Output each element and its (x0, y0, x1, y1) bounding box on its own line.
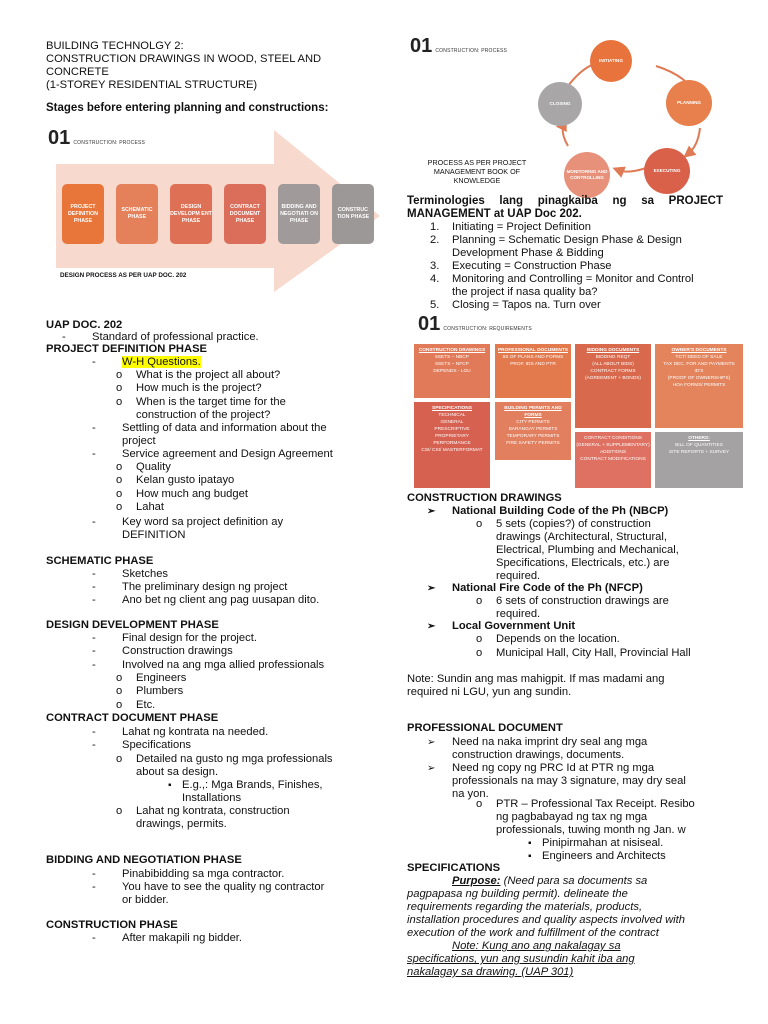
bullet-item: - Ano bet ng client ang pag uusapan dito. (122, 594, 319, 607)
term-item (430, 273, 722, 286)
requirement-cell-line: BIDDING REQT (595, 355, 631, 360)
bullet-item-cont: project (122, 435, 156, 447)
requirement-cell-line: BARANGAY PERMITS (508, 427, 558, 432)
requirement-cell-line: CSI/ CSI/ MASTERFORMAT (421, 448, 483, 453)
term-text: Executing = Construction Phase (452, 260, 612, 272)
stages-subtitle: Stages before entering planning and constructions: (46, 102, 329, 114)
figure2-caption-line2: MANAGEMENT BOOK OF (433, 167, 521, 176)
requirement-cell-line: HOA FORMS/ PERMITS (672, 383, 726, 388)
sub-item: o Lahat (136, 501, 164, 514)
requirement-cell-heading: OWNER'S DOCUMENTS (671, 348, 727, 353)
bullet-item: - Service agreement and Design Agreement (122, 448, 333, 461)
nbcp-line: Electrical, Plumbing and Mechanical, (496, 544, 679, 556)
node-executing: EXECUTING (644, 148, 690, 194)
figure1-tag: CONSTRUCTION: PROCESS (73, 140, 146, 146)
bullet-item: - Final design for the project. (122, 632, 257, 645)
term-number: 2. (430, 234, 440, 246)
nbcp-line: Specifications, Electricals, etc.) are (496, 557, 670, 569)
project-definition-title: PROJECT DEFINITION PHASE (46, 343, 207, 355)
requirement-cell-heading: SPECIFICATIONS (432, 406, 472, 411)
phase-box: SCHEMATIC PHASE (116, 184, 158, 244)
ptr-line: o PTR – Professional Tax Receipt. Resibo (496, 798, 695, 811)
sub-item: o Kelan gusto ipatayo (136, 474, 234, 487)
question-item-cont: construction of the project? (136, 409, 271, 421)
lgu-line: o Municipal Hall, City Hall, Provincial Hall (496, 647, 691, 660)
terminologies-title (407, 195, 723, 221)
sub-item-cont: about sa design. (136, 766, 219, 778)
purpose-line: requirements regarding the materials, products, (407, 901, 643, 913)
figure3-label (418, 313, 532, 336)
phase-box: CONSTRUC TION PHASE (332, 184, 374, 244)
sub-item: o Engineers (136, 672, 186, 685)
figure3-number: 01 (418, 313, 441, 335)
requirement-cell (655, 432, 743, 488)
design-process-figure (46, 128, 382, 295)
bullet-item: - After makapili ng bidder. (122, 932, 242, 945)
requirement-cell-line: 5S OF PLANS AND FORMS (502, 355, 564, 360)
requirement-cell-heading: BIDDING DOCUMENTS (586, 348, 640, 353)
purpose-line1 (452, 875, 647, 888)
requirement-cell-line: (ALL ABOUT BIDS) (592, 362, 634, 367)
requirement-cell-line: 5SETS – NBCP (435, 355, 469, 360)
terminologies-list (430, 221, 722, 312)
term-item-continued (452, 247, 722, 260)
requirement-cell (655, 344, 743, 428)
requirement-cell-line: GENERAL (440, 420, 464, 425)
term-number: 4. (430, 273, 440, 285)
node-monitoring: MONITORING AND CONTROLLING (564, 152, 610, 198)
question-item: o When is the target time for the (136, 396, 286, 409)
purpose-label: Purpose: (452, 875, 501, 887)
requirement-cell-line: SITE REPORTS + SURVEY (668, 450, 730, 455)
lgu-heading: ➢ Local Government Unit (452, 620, 575, 633)
prof-doc-item-cont: professionals na may 3 signature, may dry seal (452, 775, 686, 787)
document-header (46, 40, 321, 92)
sub-item: o Detailed na gusto ng mga professionals (136, 753, 333, 766)
bullet-item-cont: DEFINITION (122, 529, 186, 541)
prof-doc-item-cont: na yon. (452, 788, 489, 800)
nbcp-line: required. (496, 570, 541, 582)
term-item (430, 221, 722, 234)
requirement-cell (414, 344, 490, 398)
bullet-item: - Pinabibidding sa mga contractor. (122, 868, 284, 881)
ptr-sub-item: ▪ Engineers and Architects (542, 850, 666, 863)
specifications-title: SPECIFICATIONS (407, 862, 501, 874)
nbcp-line: o 5 sets (copies?) of construction (496, 518, 651, 531)
requirement-cell-line: ADDITIONS (599, 450, 627, 455)
figure1-caption: DESIGN PROCESS AS PER UAP DOC. 202 (60, 272, 187, 279)
schematic-title: SCHEMATIC PHASE (46, 555, 154, 567)
figure3-tag: CONSTRUCTION: REQUIREMENTS (443, 326, 532, 332)
requirement-cell-line: TECHNICAL (438, 413, 466, 418)
spec-note-line: specifications, yun ang susundin kahit iba ang (407, 953, 635, 965)
header-line4: (1-STOREY RESIDENTIAL STRUCTURE) (46, 79, 258, 91)
sub-item: o Quality (136, 461, 171, 474)
requirement-cell-line: PROPRIETARY (435, 434, 469, 439)
spec-note-line: Note: Kung ano ang nakalagay sa (452, 940, 621, 952)
requirement-cell-line: (PROOF OF OWNERSHIPS) (667, 376, 731, 381)
requirement-cell (414, 402, 490, 488)
purpose-text: (Need para sa documents sa (503, 875, 648, 887)
nfcp-line: required. (496, 608, 541, 620)
nbcp-line: drawings (Architectural, Structural, (496, 531, 667, 543)
sub-item: o Plumbers (136, 685, 183, 698)
contract-title: CONTRACT DOCUMENT PHASE (46, 712, 219, 724)
bullet-item: - Lahat ng kontrata na needed. (122, 726, 268, 739)
phase-box: DESIGN DEVELOPM ENT PHASE (170, 184, 212, 244)
requirement-cell-line: TCT/ DEED OF SALE (675, 355, 723, 360)
construction-phase-title: CONSTRUCTION PHASE (46, 919, 178, 931)
bidding-title: BIDDING AND NEGOTIATION PHASE (46, 854, 242, 866)
bullet-item: - The preliminary design ng project (122, 581, 287, 594)
bullet-item: - Specifications (122, 739, 191, 752)
requirement-cell (495, 402, 571, 460)
question-item: o How much is the project? (136, 382, 262, 395)
uap-title: UAP DOC. 202 (46, 319, 123, 331)
phase-box: PROJECT DEFINITION PHASE (62, 184, 104, 244)
requirement-cell-heading: BUILDING PERMITS AND FORMS (504, 406, 562, 418)
wh-questions (122, 356, 201, 369)
terminologies-title-line1: Terminologies lang pinagkaiba ng sa PROJECT (407, 195, 723, 207)
bullet-item: - Settling of data and information about the (122, 422, 327, 435)
phase-box: CONTRACT DOCUMENT PHASE (224, 184, 266, 244)
figure1-label (48, 127, 146, 150)
requirement-cell-line: DEPENDS - LGU (433, 369, 471, 374)
purpose-line: execution of the work and fulfillment of the contract (407, 927, 659, 939)
requirement-cell-line: PERFORMANCE (433, 441, 471, 446)
drawings-note-line2: required ni LGU, yun ang sundin. (407, 686, 572, 698)
sub-item: o Etc. (136, 699, 155, 712)
term-item-continued (452, 286, 722, 299)
bullet-item: - Involved na ang mga allied professionals (122, 659, 324, 672)
terminologies-title-line2: MANAGEMENT at UAP Doc 202. (407, 208, 582, 220)
bullet-item: - Construction drawings (122, 645, 233, 658)
nfcp-line: o 6 sets of construction drawings are (496, 595, 669, 608)
figure1-number: 01 (48, 127, 71, 149)
example-item: ▪ E.g.,: Mga Brands, Finishes, (182, 779, 323, 792)
figure2-caption-line1: PROCESS AS PER PROJECT (427, 158, 527, 167)
nbcp-heading: ➢ National Building Code of the Ph (NBCP) (452, 505, 668, 518)
term-item (430, 260, 722, 273)
term-text: the project if nasa quality ba? (452, 286, 598, 298)
requirement-cell-line: (AGREEMENT + BONDS) (584, 376, 642, 381)
figure2-label (410, 35, 508, 58)
requirement-cell (495, 344, 571, 398)
sub-item: o Lahat ng kontrata, construction (136, 805, 290, 818)
ptr-sub-item: ▪ Pinipirmahan at nisiseal. (542, 837, 663, 850)
term-number: 1. (430, 221, 440, 233)
purpose-line: pagpapasa ng building permit). delineate the (407, 888, 628, 900)
requirement-cell-line: BILL OF QUANTITIES (675, 443, 723, 448)
requirement-cell-line: CONTRACT CONDITIONS (583, 436, 642, 441)
header-line3: CONCRETE (46, 66, 109, 78)
requirement-cell (575, 344, 651, 428)
sub-item: o How much ang budget (136, 488, 248, 501)
bullet-item-cont: or bidder. (122, 894, 169, 906)
figure2-caption (422, 158, 532, 185)
requirement-cell-line: PRESCRIPTIVE (434, 427, 470, 432)
requirement-cell-line: CONTRACT FORMS (590, 369, 636, 374)
node-planning: PLANNING (666, 80, 712, 126)
term-text: Monitoring and Controlling = Monitor and Control (452, 273, 694, 285)
term-text: Initiating = Project Definition (452, 221, 591, 233)
sub-item-cont: drawings, permits. (136, 818, 227, 830)
term-item (430, 299, 722, 312)
phase-box: BIDDING AND NEGOTIATI ON PHASE (278, 184, 320, 244)
header-line2: CONSTRUCTION DRAWINGS IN WOOD, STEEL AND (46, 53, 322, 65)
requirement-cell-heading: OTHERS: (688, 436, 710, 441)
bullet-item: - You have to see the quality ng contractor (122, 881, 324, 894)
construction-drawings-title: CONSTRUCTION DRAWINGS (407, 492, 562, 504)
prof-doc-item: ➢ Need ng copy ng PRC Id at PTR ng mga (452, 762, 654, 775)
bullet-item: - Sketches (122, 568, 168, 581)
requirement-cell-heading: PROFESSIONAL DOCUMENTS (497, 348, 568, 353)
node-closing: CLOSING (538, 82, 582, 126)
term-number: 5. (430, 299, 440, 311)
prof-doc-item-cont: construction drawings, documents. (452, 749, 625, 761)
node-initiating: INITIATING (590, 40, 632, 82)
prof-doc-item: ➢ Need na naka imprint dry seal ang mga (452, 736, 647, 749)
pm-process-figure (408, 36, 738, 186)
term-text: Planning = Schematic Design Phase & Design (452, 234, 682, 246)
nfcp-heading: ➢ National Fire Code of the Ph (NFCP) (452, 582, 643, 595)
requirement-cell-heading: CONSTRUCTION DRAWINGS (418, 348, 486, 353)
professional-document-title: PROFESSIONAL DOCUMENT (407, 722, 563, 734)
question-item: o What is the project all about? (136, 369, 280, 382)
requirement-cell-line: TEMPORARY PERMITS (506, 434, 560, 439)
requirement-cell-line: CITY PERMITS (516, 420, 550, 425)
requirement-cell (575, 432, 651, 488)
figure2-caption-line3: KNOWLEDGE (453, 176, 501, 185)
term-text: Closing = Tapos na. Turn over (452, 299, 601, 311)
drawings-note-line1: Note: Sundin ang mas mahigpit. If mas madami ang (407, 673, 665, 685)
requirement-cell-line: 6SETS – NFCP (435, 362, 469, 367)
requirement-cell-line: (GENERAL + SUPPLEMENTARY) (576, 443, 650, 448)
wh-questions-text: W-H Questions. (122, 356, 201, 368)
lgu-line: o Depends on the location. (496, 633, 620, 646)
uap-item: - Standard of professional practice. (92, 331, 259, 344)
figure2-number: 01 (410, 35, 433, 57)
example-item-cont: Installations (182, 792, 242, 804)
requirement-cell-line: FIRE SAFETY PERMITS (506, 441, 560, 446)
design-dev-title: DESIGN DEVELOPMENT PHASE (46, 619, 219, 631)
header-line1: BUILDING TECHNOLGY 2: (46, 40, 184, 52)
requirement-cell-line: PROF. IDS AND PTR (510, 362, 556, 367)
bullet-item: - Key word sa project definition ay (122, 516, 283, 529)
term-number: 3. (430, 260, 440, 272)
figure2-tag: CONSTRUCTION: PROCESS (435, 48, 508, 54)
term-item (430, 234, 722, 247)
spec-note-line: nakalagay sa drawing. (UAP 301) (407, 966, 574, 978)
ptr-line: professionals, tuwing month ng Jan. w (496, 824, 686, 836)
requirement-cell-line: ID'S (694, 369, 704, 374)
requirement-cell-line: CONTRACT MODIFICATIONS (580, 457, 646, 462)
purpose-line: installation procedures and quality aspects involved with (407, 914, 685, 926)
requirement-cell-line: TAX DEC. FOR AND PAYMENTS (663, 362, 735, 367)
requirements-figure (414, 313, 746, 492)
term-text: Development Phase & Bidding (452, 247, 604, 259)
ptr-line: ng pagbabayad ng tax ng mga (496, 811, 648, 823)
